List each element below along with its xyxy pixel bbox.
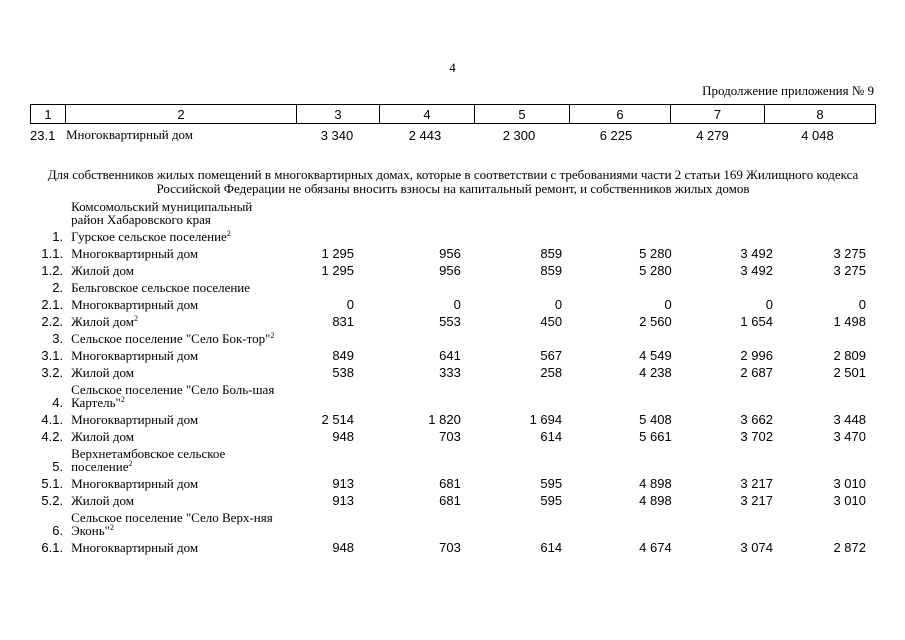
row-value: 831	[332, 314, 355, 329]
column-header: 8	[765, 105, 876, 124]
row-number: 1.2.	[41, 263, 64, 278]
row-value: 4 674	[639, 540, 672, 555]
footnote-marker: 2	[120, 395, 125, 404]
row-value: 4 898	[639, 493, 672, 508]
row-value: 567	[540, 348, 563, 363]
row-number: 6.	[52, 523, 64, 538]
column-header: 6	[570, 105, 671, 124]
row-number: 3.	[52, 331, 64, 346]
row-name	[65, 413, 286, 426]
row-value: 3 448	[833, 412, 866, 427]
row-value: 2 996	[740, 348, 773, 363]
row-number: 1.1.	[41, 246, 64, 261]
row-name-text: Жилой дом	[71, 493, 134, 508]
row-value: 1 295	[321, 263, 355, 278]
row-value: 1 498	[833, 314, 866, 329]
column-header: 7	[671, 105, 765, 124]
settlement-row	[30, 332, 876, 345]
settlement-row	[30, 383, 876, 409]
row-value: 956	[439, 263, 461, 278]
row-number: 4.1.	[41, 412, 64, 427]
row-number: 6.1.	[41, 540, 64, 555]
row-value: 681	[439, 493, 461, 508]
table-row	[30, 494, 876, 507]
row-value: 703	[439, 429, 461, 444]
row-value: 3 340	[320, 127, 354, 143]
table-row	[30, 264, 876, 277]
row-value: 2 300	[502, 127, 536, 143]
row-value: 681	[439, 476, 461, 491]
row-value: 614	[540, 540, 563, 555]
row-name	[65, 281, 286, 294]
row-name-text: Бельговское сельское поселение	[71, 280, 251, 295]
row-value: 5 280	[639, 263, 672, 278]
district-name: Комсомольский муниципальный район Хабаровского края	[71, 199, 253, 227]
row-name: Многоквартирный дом	[66, 127, 194, 142]
row-value: 4 238	[639, 365, 672, 380]
footnote-marker: 2	[270, 331, 275, 340]
row-name	[65, 430, 286, 443]
row-value: 0	[765, 297, 773, 312]
footnote-marker: 2	[128, 459, 133, 468]
row-value: 3 492	[740, 246, 773, 261]
row-name	[65, 230, 286, 243]
row-value: 3 702	[740, 429, 773, 444]
table-row	[30, 366, 876, 379]
row-value: 5 408	[639, 412, 672, 427]
row-number: 2.1.	[41, 297, 64, 312]
row-name	[65, 264, 286, 277]
row-value: 1 295	[321, 246, 355, 261]
row-value: 0	[346, 297, 355, 312]
row-name	[65, 366, 286, 379]
row-value: 4 279	[696, 127, 729, 143]
row-name-text: Жилой дом	[71, 314, 134, 329]
row-number: 5.2.	[41, 493, 64, 508]
row-value: 3 470	[833, 429, 866, 444]
row-value: 3 217	[740, 476, 773, 491]
row-name	[65, 477, 286, 490]
row-value: 3 217	[740, 493, 773, 508]
column-header: 5	[475, 105, 570, 124]
row-name	[65, 494, 286, 507]
row-value: 595	[540, 493, 563, 508]
row-value: 4 898	[639, 476, 672, 491]
row-value: 6 225	[599, 127, 633, 143]
row-name-text: Жилой дом	[71, 365, 134, 380]
row-value: 849	[332, 348, 355, 363]
column-header-row	[30, 104, 876, 124]
row-value: 0	[554, 297, 563, 312]
row-value: 2 514	[321, 412, 355, 427]
table-row	[30, 430, 876, 443]
row-number: 3.2.	[41, 365, 64, 380]
footnote-marker: 2	[133, 314, 138, 323]
row-name-text: Многоквартирный дом	[71, 476, 199, 491]
row-value: 3 492	[740, 263, 773, 278]
row-value: 3 010	[833, 493, 866, 508]
row-value: 2 872	[833, 540, 866, 555]
settlement-row	[30, 281, 876, 294]
row-value: 0	[453, 297, 461, 312]
row-value: 3 275	[833, 246, 866, 261]
table-row	[30, 315, 876, 328]
row-number: 4.	[52, 395, 64, 410]
settlement-row	[30, 511, 876, 537]
column-header: 1	[31, 105, 66, 124]
row-name-text: Сельское поселение "Село Боль-шая Картель"	[71, 382, 275, 410]
table-row	[30, 349, 876, 362]
table-row	[30, 298, 876, 311]
row-number: 2.2.	[41, 314, 64, 329]
row-name	[65, 511, 286, 537]
row-value: 859	[540, 246, 563, 261]
settlement-row	[30, 230, 876, 243]
row-name-text: Многоквартирный дом	[71, 246, 199, 261]
row-number: 23.1	[30, 127, 56, 143]
row-name-text: Гурское сельское поселение	[71, 229, 227, 244]
continuation-label: Продолжение приложения № 9	[702, 83, 874, 98]
table-row	[30, 477, 876, 490]
page-number: 4	[449, 60, 456, 75]
row-name-text: Многоквартирный дом	[71, 348, 199, 363]
table-row	[30, 413, 876, 426]
row-value: 1 694	[529, 412, 563, 427]
table-row	[30, 541, 876, 554]
row-name	[65, 247, 286, 260]
row-value: 2 443	[408, 127, 442, 143]
settlement-row	[30, 447, 876, 473]
footnote-marker: 2	[110, 523, 114, 532]
row-value: 913	[332, 476, 355, 491]
row-value: 0	[664, 297, 672, 312]
row-name-text: Жилой дом	[71, 263, 134, 278]
row-value: 859	[540, 263, 563, 278]
row-value: 538	[332, 365, 355, 380]
row-value: 553	[439, 314, 461, 329]
row-value: 948	[332, 429, 355, 444]
row-value: 258	[540, 365, 563, 380]
row-value: 450	[540, 314, 563, 329]
row-name	[65, 332, 286, 345]
row-value: 5 661	[639, 429, 672, 444]
footnote-marker: 2	[226, 229, 231, 238]
row-number: 5.	[52, 459, 64, 474]
row-value: 0	[858, 297, 866, 312]
row-number: 2.	[52, 280, 64, 295]
row-value: 913	[332, 493, 355, 508]
row-value: 4 549	[639, 348, 672, 363]
row-value: 703	[439, 540, 461, 555]
row-name-text: Сельское поселение "Село Верх-няя Эконь"	[71, 510, 273, 538]
row-number: 5.1.	[41, 476, 64, 491]
row-name-text: Верхнетамбовское сельское поселение	[71, 446, 226, 474]
row-name	[65, 541, 286, 554]
row-name	[65, 298, 286, 311]
row-value: 641	[439, 348, 461, 363]
table-row	[30, 126, 876, 144]
table-row	[30, 247, 876, 260]
row-value: 3 275	[833, 263, 866, 278]
row-name	[65, 383, 286, 409]
row-value: 2 501	[833, 365, 866, 380]
row-name	[65, 315, 286, 328]
row-value: 1 654	[740, 314, 773, 329]
row-value: 614	[540, 429, 563, 444]
column-header: 4	[380, 105, 475, 124]
row-value: 4 048	[801, 127, 834, 143]
column-header: 2	[66, 105, 297, 124]
row-value: 3 074	[740, 540, 773, 555]
row-name	[65, 447, 286, 473]
column-header: 3	[297, 105, 380, 124]
row-value: 1 820	[428, 412, 461, 427]
row-value: 3 662	[740, 412, 773, 427]
row-name-text: Многоквартирный дом	[71, 297, 199, 312]
row-name-text: Жилой дом	[71, 429, 134, 444]
row-number: 1.	[52, 229, 64, 244]
row-value: 2 560	[639, 314, 672, 329]
row-name-text: Многоквартирный дом	[71, 540, 199, 555]
data-table	[30, 200, 876, 554]
section-heading: Для собственников жилых помещений в многоквартирных домах, которые в соответствии с требованиями части 2 статьи 169 Жилищного кодекса Российской Федерации не обязаны вносить взносы на капитальный ремонт, и собственников жилых домов	[47, 167, 859, 196]
row-number: 3.1.	[41, 348, 64, 363]
row-value: 3 010	[833, 476, 866, 491]
row-name-text: Сельское поселение "Село Бок-тор"	[71, 331, 271, 346]
row-name	[65, 349, 286, 362]
row-value: 5 280	[639, 246, 672, 261]
row-value: 333	[439, 365, 461, 380]
row-name-text: Многоквартирный дом	[71, 412, 199, 427]
row-value: 2 809	[833, 348, 866, 363]
row-value: 956	[439, 246, 461, 261]
row-value: 2 687	[740, 365, 773, 380]
row-value: 948	[332, 540, 355, 555]
row-value: 595	[540, 476, 563, 491]
row-number: 4.2.	[41, 429, 64, 444]
